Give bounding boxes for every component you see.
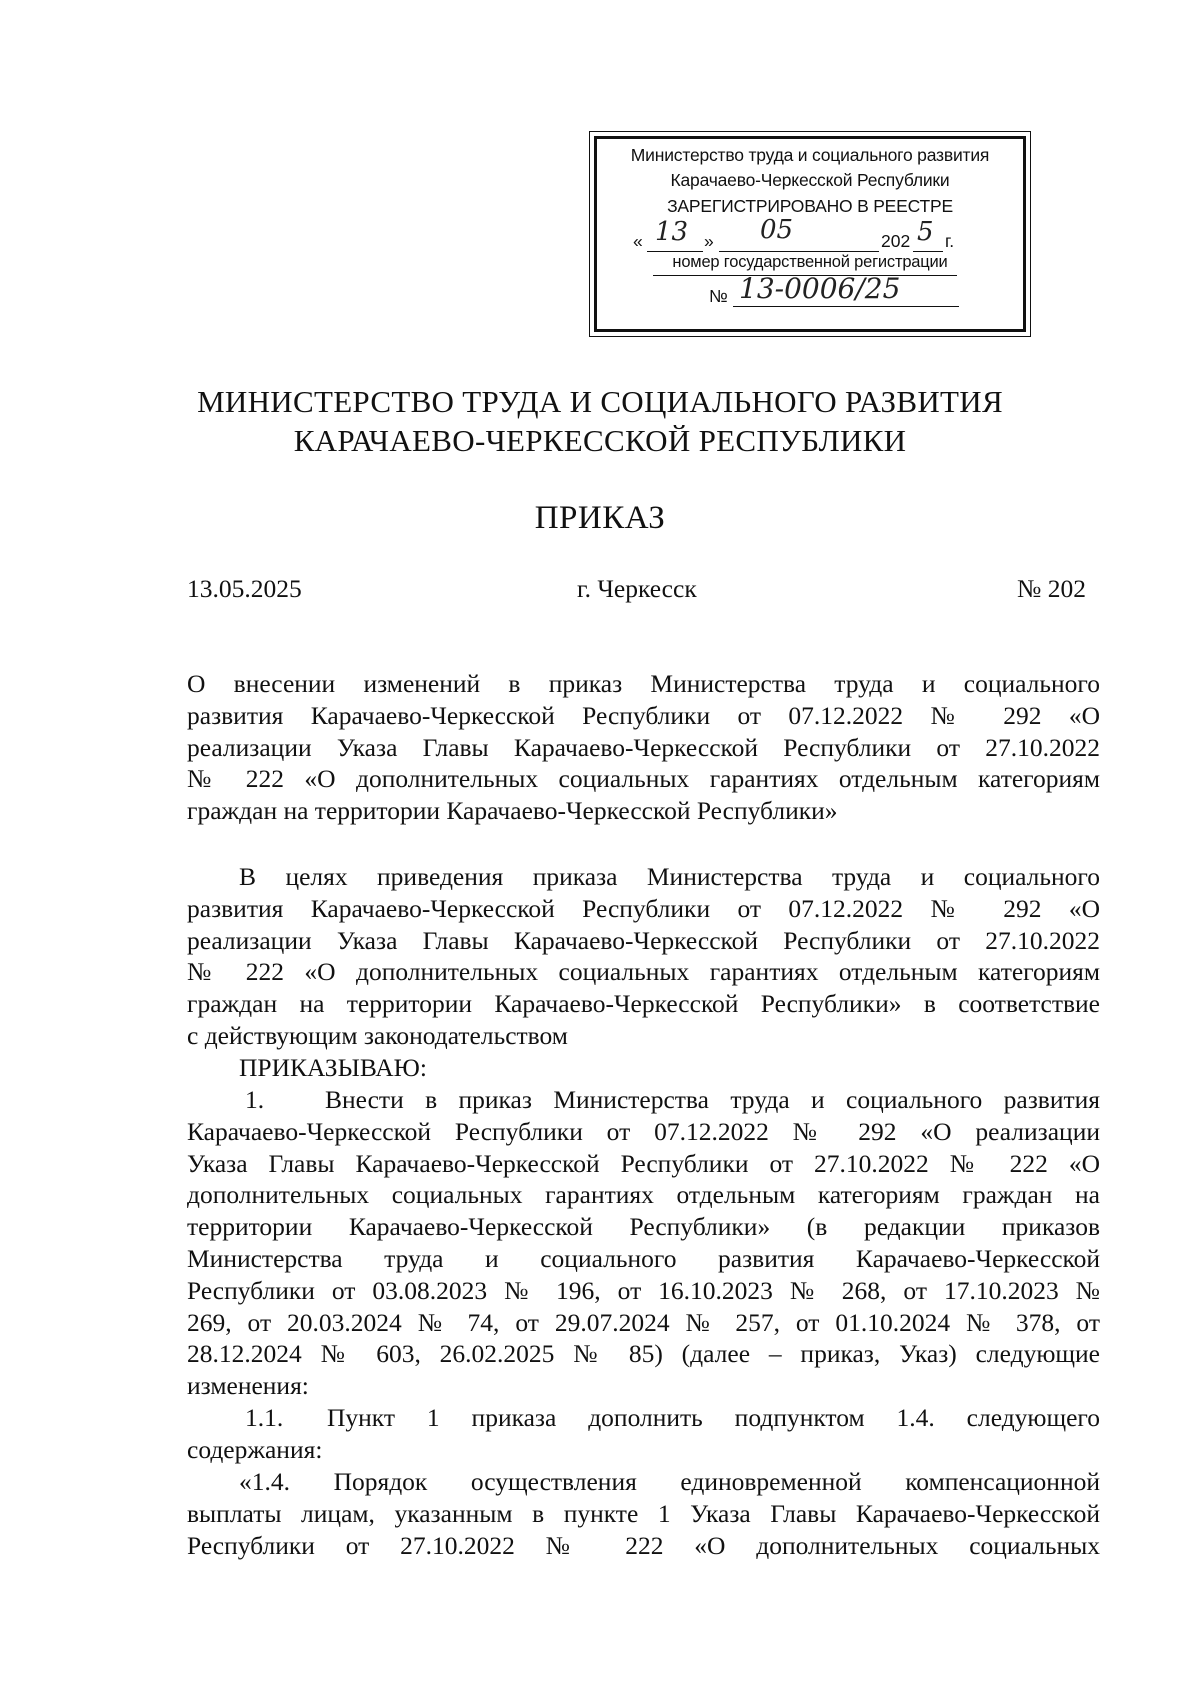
ministry-name-line2: КАРАЧАЕВО-ЧЕРКЕССКОЙ РЕСПУБЛИКИ	[293, 423, 907, 458]
stamp-reg-number-underline	[733, 306, 959, 307]
stamp-year-suffix: г.	[945, 231, 955, 251]
item-1-1-line: содержания:	[187, 1434, 323, 1464]
item-1-1-number: 1.1.	[245, 1403, 284, 1432]
preamble-line: развития Карачаево-Черкесской Республики от 07.12.2022 № 292 «О	[187, 893, 1100, 923]
stamp-republic-line: Карачаево-Черкесской Республики	[670, 170, 950, 190]
stamp-reg-number-handwritten: 13-0006/25	[739, 272, 901, 305]
stamp-reg-label: номер государственной регистрации	[672, 253, 948, 271]
order-preamble	[187, 861, 1100, 1084]
registration-stamp	[594, 136, 1026, 332]
item-1-first-line	[187, 1084, 1100, 1116]
document-date: 13.05.2025	[187, 574, 302, 603]
stamp-quote-close: »	[704, 231, 714, 251]
subitem-1-4-line: «1.4. Порядок осуществления единовременной компенсационной	[239, 1467, 1100, 1496]
stamp-month-handwritten: 05	[760, 215, 794, 245]
stamp-ministry-line: Министерство труда и социального развития	[630, 145, 990, 165]
item-1-line: территории Карачаево-Черкесской Республики» (в редакции приказов	[187, 1212, 1100, 1242]
subitem-1-4-line: выплаты лицам, указанным в пункте 1 Указа Главы Карачаево-Черкесской	[187, 1498, 1100, 1528]
document-city: г. Черкесск	[577, 574, 697, 603]
stamp-day-handwritten: 13	[655, 217, 689, 247]
stamp-quote-open: «	[633, 231, 643, 251]
stamp-year-underline	[913, 251, 943, 252]
subject-line: развития Карачаево-Черкесской Республики от 07.12.2022 № 292 «О	[187, 700, 1100, 730]
order-item-1-1	[187, 1402, 1100, 1466]
subitem-1-4-line: Республики от 27.10.2022 № 222 «О дополнительных социальных	[187, 1530, 1100, 1560]
order-item-1	[187, 1084, 1100, 1402]
subject-line: реализации Указа Главы Карачаево-Черкесской Республики от 27.10.2022	[187, 732, 1100, 762]
stamp-year-prefix: 202	[881, 231, 911, 251]
subject-line: граждан на территории Карачаево-Черкесской Республики»	[187, 796, 838, 826]
item-1-line: Республики от 03.08.2023 № 196, от 16.10.2023 № 268, от 17.10.2023 №	[187, 1275, 1100, 1305]
preamble-line: № 222 «О дополнительных социальных гарантиях отдельным категориям	[187, 957, 1100, 987]
preamble-line: реализации Указа Главы Карачаево-Черкесской Республики от 27.10.2022	[187, 925, 1100, 955]
subject-line: О внесении изменений в приказ Министерства труда и социального	[187, 669, 1100, 698]
document-number: № 202	[1017, 574, 1086, 603]
stamp-day-underline	[647, 251, 703, 252]
item-1-first-text: Внести в приказ Министерства труда и социального развития	[325, 1085, 1100, 1114]
item-1-line: 269, от 20.03.2024 № 74, от 29.07.2024 № 257, от 01.10.2024 № 378, от	[187, 1307, 1100, 1337]
item-1-line: Министерства труда и социального развития Карачаево-Черкесской	[187, 1243, 1100, 1273]
preamble-line: граждан на территории Карачаево-Черкесской Республики» в соответствие	[187, 989, 1100, 1019]
item-1-line: Карачаево-Черкесской Республики от 07.12.2022 № 292 «О реализации	[187, 1116, 1100, 1146]
item-1-1-first-text: Пункт 1 приказа дополнить подпунктом 1.4. следующего	[327, 1403, 1100, 1432]
preamble-line: с действующим законодательством	[187, 1020, 568, 1050]
stamp-reg-no-label: №	[709, 286, 728, 306]
item-1-number: 1.	[245, 1085, 265, 1114]
ministry-name-line1: МИНИСТЕРСТВО ТРУДА И СОЦИАЛЬНОГО РАЗВИТИЯ	[197, 384, 1003, 419]
item-1-line: изменения:	[187, 1371, 309, 1401]
item-1-line: дополнительных социальных гарантиях отдельным категориям граждан на	[187, 1180, 1100, 1210]
stamp-registered-line: ЗАРЕГИСТРИРОВАНО В РЕЕСТРЕ	[667, 196, 953, 216]
item-1-line: 28.12.2024 № 603, 26.02.2025 № 85) (далее – приказ, Указ) следующие	[187, 1339, 1100, 1369]
order-subitem-1-4	[187, 1466, 1100, 1561]
order-subject	[187, 668, 1100, 827]
document-type-title: ПРИКАЗ	[534, 500, 666, 536]
item-1-1-first-line	[187, 1402, 1100, 1434]
item-1-line: Указа Главы Карачаево-Черкесской Республики от 27.10.2022 № 222 «О	[187, 1148, 1100, 1178]
preamble-line: В целях приведения приказа Министерства труда и социального	[239, 862, 1100, 891]
order-word: ПРИКАЗЫВАЮ:	[239, 1052, 427, 1082]
stamp-year-handwritten: 5	[917, 217, 934, 247]
subject-line: № 222 «О дополнительных социальных гарантиях отдельным категориям	[187, 764, 1100, 794]
stamp-month-underline	[719, 251, 879, 252]
